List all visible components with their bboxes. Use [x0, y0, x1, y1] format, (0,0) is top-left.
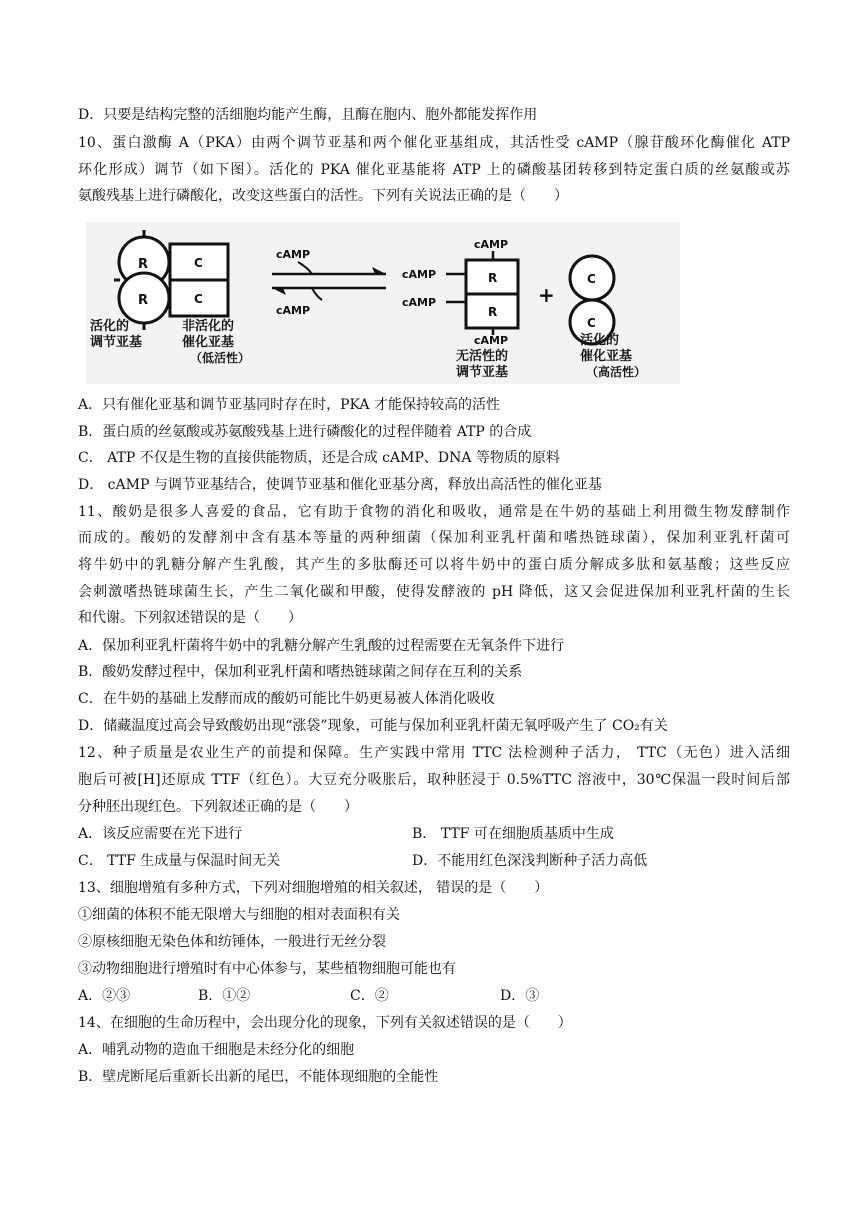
- left-label-2-line-3: （低活性）: [190, 351, 251, 365]
- q13-option-a: A．②③: [78, 988, 131, 1004]
- q10-stem-line-2: 环化形成）调节（如下图）。活化的 PKA 催化亚基能将 ATP 上的磷酸基团转移到特定蛋白质的丝氨酸或苏: [78, 162, 790, 178]
- q14-option-b: B．壁虎断尾后重新长出新的尾巴，不能体现细胞的全能性: [78, 1069, 439, 1085]
- left-label-1-line-2: 调节亚基: [90, 335, 143, 350]
- q12-stem-line-3: 分种胚出现红色。下列叙述正确的是（ ）: [78, 799, 358, 815]
- q12-stem-line-1: 12、种子质量是农业生产的前提和保障。生产实践中常用 TTC 法检测种子活力， TTC（无色）进入活细: [78, 745, 790, 761]
- camp-label-r1-left: cAMP: [402, 268, 437, 281]
- c-label-2: C: [194, 292, 203, 306]
- q12-option-c: C． TTF 生成量与保温时间无关: [78, 853, 281, 869]
- camp-label-r1-top: cAMP: [474, 238, 509, 251]
- q11-option-a: A．保加利亚乳杆菌将牛奶中的乳糖分解产生乳酸的过程需要在无氧条件下进行: [78, 638, 565, 654]
- camp-label-r2-bottom: cAMP: [474, 334, 509, 347]
- q13-item-3: ③动物细胞进行增殖时有中心体参与，某些植物细胞可能也有: [78, 961, 456, 977]
- q9-option-d: D．只要是结构完整的活细胞均能产生酶，且酶在胞内、胞外都能发挥作用: [78, 107, 538, 123]
- q11-stem-line-3: 将牛奶中的乳糖分解产生乳酸，其产生的多肽酶还可以将牛奶中的蛋白质分解成多肽和氨基酸；这些反应: [78, 557, 790, 573]
- q10-option-d: D． cAMP 与调节亚基结合，使调节亚基和催化亚基分离，释放出高活性的催化亚基: [78, 477, 602, 493]
- mid-label-line-2: 调节亚基: [456, 365, 509, 380]
- q12-option-d: D．不能用红色深浅判断种子活力高低: [412, 853, 648, 869]
- q10-stem-line-1: 10、蛋白激酶 A（PKA）由两个调节亚基和两个催化亚基组成，其活性受 cAMP（腺苷酸环化酶催化 ATP: [78, 135, 790, 151]
- q10-option-a: A．只有催化亚基和调节亚基同时存在时，PKA 才能保持较高的活性: [78, 397, 500, 413]
- q11-option-b: B．酸奶发酵过程中，保加利亚乳杆菌和嗜热链球菌之间存在互利的关系: [78, 664, 523, 680]
- q11-stem-line-2: 而成的。酸奶的发酵剂中含有基本等量的两种细菌（保加利亚乳杆菌和嗜热链球菌），保加利亚乳杆菌可: [78, 530, 790, 546]
- right-label-line-3: （高活性）: [586, 365, 647, 379]
- q13-item-1: ①细菌的体积不能无限增大与细胞的相对表面积有关: [78, 907, 400, 923]
- q14-option-a: A．哺乳动物的造血干细胞是未经分化的细胞: [78, 1042, 355, 1058]
- q11-stem-line-1: 11、酸奶是很多人喜爱的食品，它有助于食物的消化和吸收，通常是在牛奶的基础上利用微生物发酵制作: [78, 504, 790, 520]
- q12-option-a: A．该反应需要在光下进行: [78, 826, 243, 842]
- r-label-4: R: [488, 305, 498, 319]
- left-label-2-line-1: 非活化的: [182, 319, 235, 334]
- c-label-1: C: [194, 256, 203, 270]
- r-label-1: R: [138, 257, 149, 272]
- q11-stem-line-5: 和代谢。下列叙述错误的是（ ）: [78, 610, 302, 626]
- q13-stem: 13、细胞增殖有多种方式，下列对细胞增殖的相关叙述， 错误的是（ ）: [78, 880, 549, 896]
- q11-stem-line-4: 会刺激嗜热链球菌生长，产生二氧化碳和甲酸，使得发酵液的 pH 降低，这又会促进保加利亚乳杆菌的生长: [78, 584, 790, 600]
- c-label-4: C: [587, 316, 596, 330]
- plus-sign: +: [538, 283, 555, 307]
- camp-label-r2-left: cAMP: [402, 296, 437, 309]
- q12-option-b: B． TTF 可在细胞质基质中生成: [412, 826, 614, 842]
- q12-stem-line-2: 胞后可被[H]还原成 TTF（红色）。大豆充分吸胀后，取种胚浸于 0.5%TTC 溶液中，30℃保温一段时间后部: [78, 772, 790, 788]
- left-label-1-line-1: 活化的: [90, 319, 130, 334]
- q13-option-c: C．②: [350, 988, 389, 1004]
- q10-option-c: C． ATP 不仅是生物的直接供能物质，还是合成 cAMP、DNA 等物质的原料: [78, 450, 560, 466]
- camp-label-bottom: cAMP: [276, 304, 311, 317]
- q10-stem-line-3: 氨酸残基上进行磷酸化，改变这些蛋白的活性。下列有关说法正确的是（ ）: [78, 188, 568, 204]
- mid-label-line-1: 无活性的: [456, 349, 509, 364]
- q13-option-b: B．①②: [198, 988, 251, 1004]
- q14-stem: 14、在细胞的生命历程中，会出现分化的现象，下列有关叙述错误的是（ ）: [78, 1015, 572, 1031]
- q10-option-b: B．蛋白质的丝氨酸或苏氨酸残基上进行磷酸化的过程伴随着 ATP 的合成: [78, 424, 532, 440]
- q11-option-c: C．在牛奶的基础上发酵而成的酸奶可能比牛奶更易被人体消化吸收: [78, 691, 495, 707]
- right-label-line-2: 催化亚基: [580, 349, 633, 364]
- r-label-2: R: [138, 293, 149, 308]
- pka-activation-diagram: [86, 222, 680, 384]
- r-label-3: R: [488, 271, 498, 285]
- camp-label-top: cAMP: [276, 248, 311, 261]
- q11-option-d: D．储藏温度过高会导致酸奶出现“涨袋”现象，可能与保加利亚乳杆菌无氧呼吸产生了 CO₂有关: [78, 718, 668, 734]
- left-label-2-line-2: 催化亚基: [182, 335, 235, 350]
- right-label-line-1: 活化的: [580, 333, 620, 348]
- q13-option-d: D．③: [500, 988, 540, 1004]
- c-label-3: C: [587, 272, 596, 286]
- q13-item-2: ②原核细胞无染色体和纺锤体，一般进行无丝分裂: [78, 934, 386, 950]
